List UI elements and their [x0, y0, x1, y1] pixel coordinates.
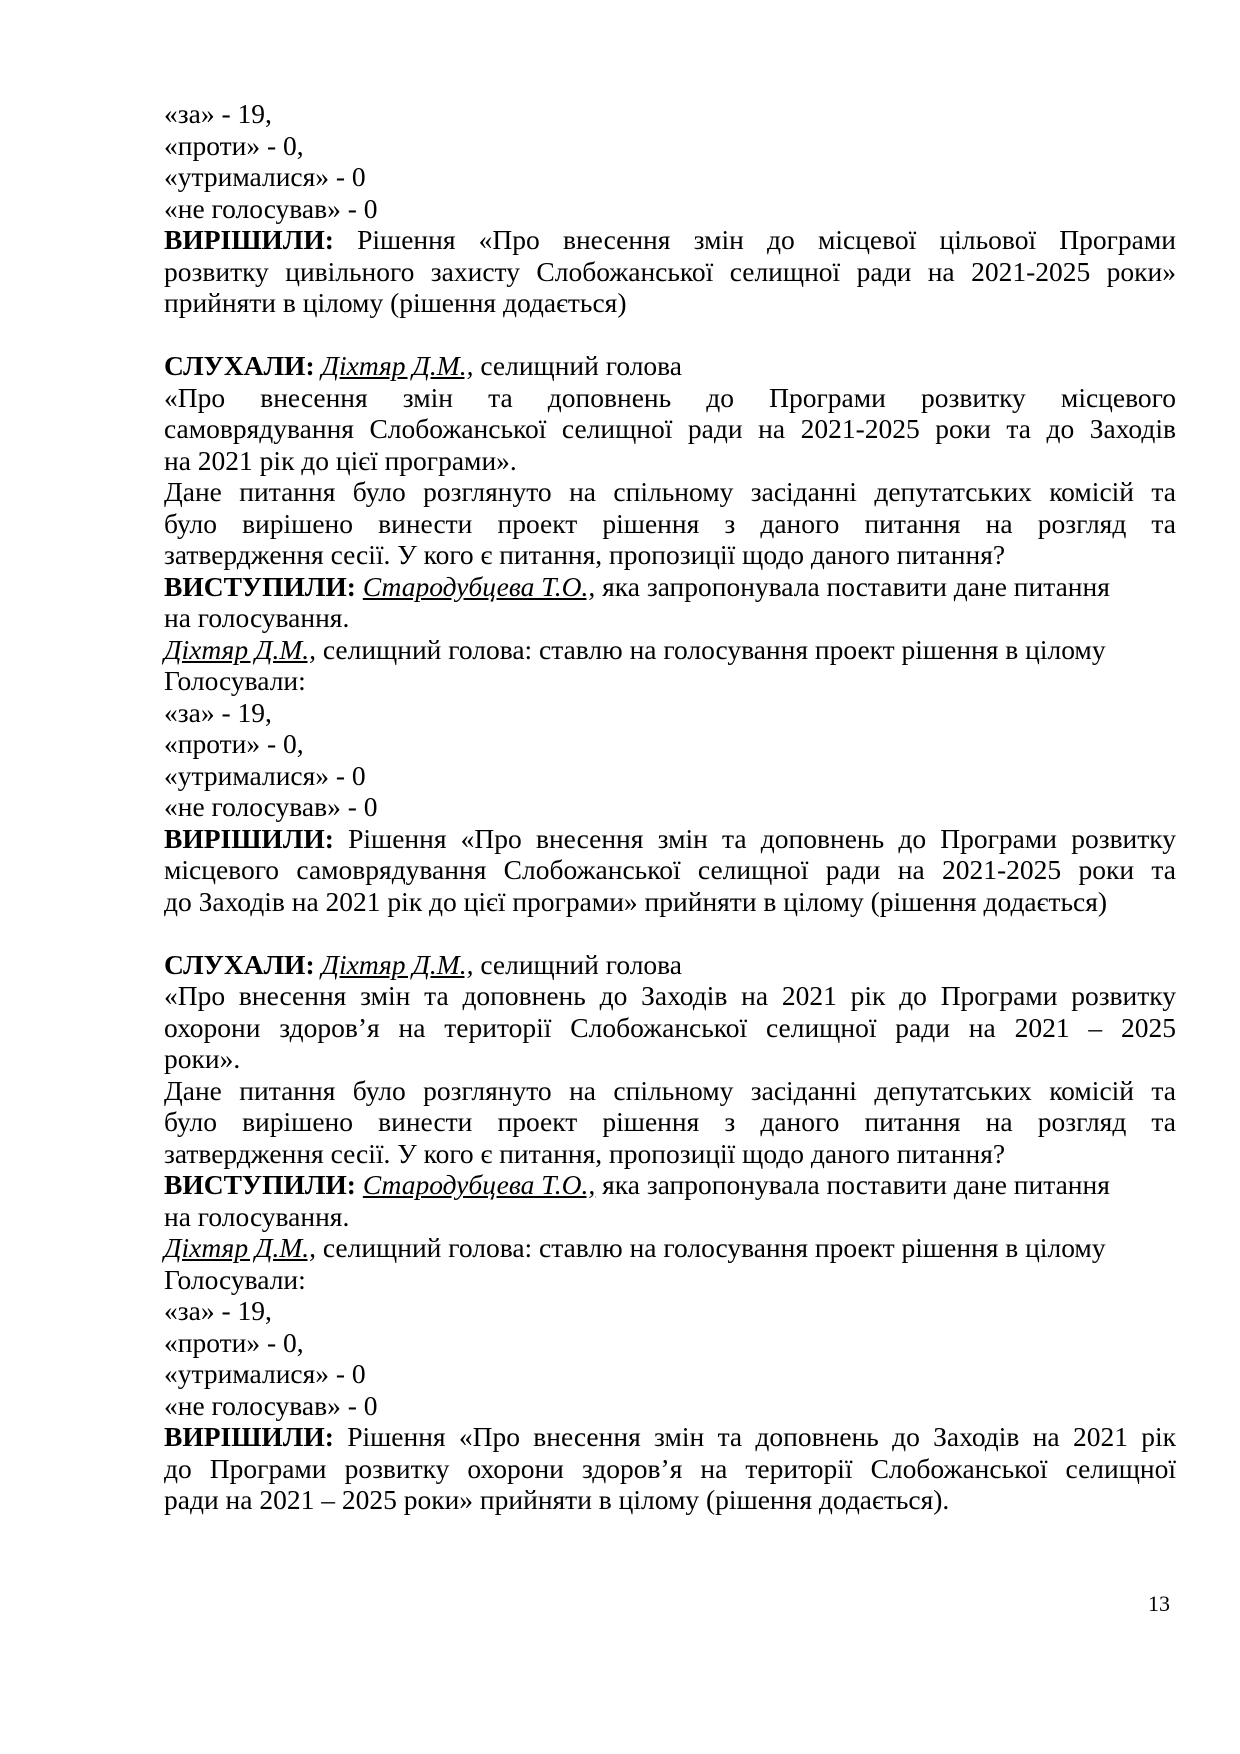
spoke-label: ВИСТУПИЛИ: — [164, 570, 356, 602]
spoke-label: ВИСТУПИЛИ: — [164, 1169, 356, 1200]
chair-line: Діхтяр Д.М., селищний голова: ставлю на голосування проект рішення в цілому — [164, 1232, 1106, 1263]
spoke-line: ВИСТУПИЛИ: Стародубцева Т.О., яка запропонувала поставити дане питання — [164, 1169, 1110, 1200]
voted-label: Голосували: — [164, 1263, 306, 1295]
info-line-2: було вирішено винести проект рішення з даного питання на розгляд та — [164, 507, 1176, 539]
heard-line: СЛУХАЛИ: Діхтяр Д.М., селищний голова — [164, 350, 683, 381]
vote-for: «за» - 19, — [164, 1295, 272, 1326]
info-line-1: Дане питання було розглянуто на спільному засіданні депутатських комісій та — [164, 476, 1176, 507]
section-1-decision — [164, 224, 1176, 319]
speaker-name: Стародубцева Т.О., — [362, 570, 596, 602]
decision-line-2: розвитку цивільного захисту Слобожанської селищної ради на 2021-2025 роки» — [164, 255, 1176, 287]
speaker-name: Діхтяр Д.М., — [321, 948, 474, 980]
vote-against: «проти» - 0, — [164, 1326, 304, 1358]
section-1-votes — [164, 98, 1176, 224]
decided-label: ВИРІШИЛИ: — [164, 1421, 334, 1452]
page-number: 13 — [1148, 1591, 1170, 1616]
topic-line-2: охорони здоров’я на території Слобожанської селищної ради на 2021 – 2025 — [164, 1011, 1176, 1043]
document-page — [164, 98, 1176, 1516]
vote-not-voted: «не голосував» - 0 — [164, 1389, 378, 1421]
decision-line-2: до Програми розвитку охорони здоров’я на території Слобожанської селищної — [164, 1452, 1176, 1484]
info-line-3: затвердження сесії. У кого є питання, пропозиції щодо даного питання? — [164, 539, 1006, 570]
heard-line: СЛУХАЛИ: Діхтяр Д.М., селищний голова — [164, 948, 683, 980]
vote-abstained: «утрималися» - 0 — [164, 161, 366, 192]
chair-name: Діхтяр Д.М., — [164, 1232, 316, 1263]
decision-line-3: ради на 2021 – 2025 роки» прийняти в цілому (рішення додається). — [164, 1484, 950, 1515]
vote-not-voted: «не голосував» - 0 — [164, 192, 378, 224]
info-line-3: затвердження сесії. У кого є питання, пропозиції щодо даного питання? — [164, 1137, 1006, 1169]
topic-line-1: «Про внесення змін та доповнень до Заходів на 2021 рік до Програми розвитку — [164, 980, 1176, 1011]
decision-line-3: прийняти в цілому (рішення додається) — [164, 287, 627, 318]
decision-line-1: ВИРІШИЛИ: Рішення «Про внесення змін до місцевої цільової Програми — [164, 224, 1176, 255]
speaker-name: Стародубцева Т.О., — [362, 1169, 596, 1200]
section-3 — [164, 949, 1176, 1516]
topic-line-2: самоврядування Слобожанської селищної ради на 2021-2025 роки та до Заходів — [164, 413, 1176, 444]
vote-for: «за» - 19, — [164, 696, 272, 728]
topic-line-3: на 2021 рік до цієї програми». — [164, 444, 517, 476]
decision-line-3: до Заходів на 2021 рік до цієї програми» прийняти в цілому (рішення додається) — [164, 885, 1108, 917]
chair-name: Діхтяр Д.М., — [164, 633, 316, 665]
decided-label: ВИРІШИЛИ: — [164, 822, 334, 854]
vote-against: «проти» - 0, — [164, 728, 304, 759]
vote-abstained: «утрималися» - 0 — [164, 759, 366, 791]
heard-label: СЛУХАЛИ: — [164, 350, 315, 381]
vote-for: «за» - 19, — [164, 98, 272, 129]
spoke-line-2: на голосування. — [164, 1200, 350, 1232]
decision-line-1: ВИРІШИЛИ: Рішення «Про внесення змін та доповнень до Програми розвитку — [164, 822, 1176, 854]
voted-label: Голосували: — [164, 665, 306, 696]
decision-line-1: ВИРІШИЛИ: Рішення «Про внесення змін та доповнень до Заходів на 2021 рік — [164, 1421, 1176, 1452]
vote-against: «проти» - 0, — [164, 129, 304, 161]
speaker-name: Діхтяр Д.М., — [321, 350, 474, 381]
topic-line-1: «Про внесення змін та доповнень до Програми розвитку місцевого — [164, 381, 1176, 413]
decision-line-2: місцевого самоврядування Слобожанської селищної ради на 2021-2025 роки та — [164, 854, 1176, 885]
section-2 — [164, 350, 1176, 917]
spoke-line: ВИСТУПИЛИ: Стародубцева Т.О., яка запропонувала поставити дане питання — [164, 570, 1110, 602]
decided-label: ВИРІШИЛИ: — [164, 224, 334, 255]
vote-abstained: «утрималися» - 0 — [164, 1358, 366, 1389]
chair-line: Діхтяр Д.М., селищний голова: ставлю на голосування проект рішення в цілому — [164, 633, 1106, 665]
info-line-2: було вирішено винести проект рішення з даного питання на розгляд та — [164, 1106, 1176, 1137]
spoke-line-2: на голосування. — [164, 602, 350, 633]
topic-line-3: роки». — [164, 1043, 241, 1074]
vote-not-voted: «не голосував» - 0 — [164, 791, 378, 822]
heard-label: СЛУХАЛИ: — [164, 948, 315, 980]
info-line-1: Дане питання було розглянуто на спільному засіданні депутатських комісій та — [164, 1074, 1176, 1106]
